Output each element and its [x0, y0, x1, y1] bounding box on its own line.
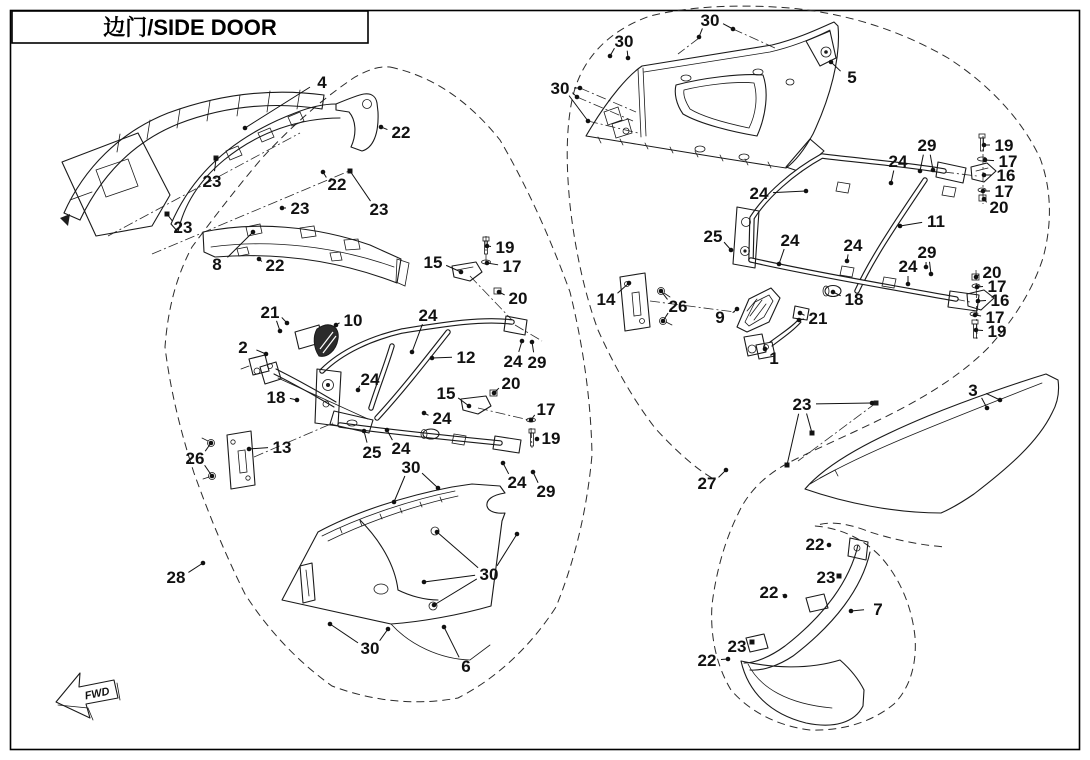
leader-line [422, 473, 438, 488]
fastener-dot [798, 311, 803, 316]
callout-18: 18 [266, 388, 286, 407]
callout-30: 30 [479, 565, 499, 584]
fastener-dot [578, 86, 583, 91]
callout-22: 22 [759, 583, 779, 602]
callout-leaders [165, 11, 1018, 676]
fastener-dot [750, 640, 755, 645]
fastener-dot [575, 95, 580, 100]
fastener-dot [697, 35, 702, 40]
fastener-dot [285, 321, 290, 326]
fastener-dot [810, 431, 815, 436]
fastener-dot [827, 543, 832, 548]
fastener-dot [831, 290, 836, 295]
callout-26: 26 [185, 449, 205, 468]
callout-30: 30 [550, 79, 570, 98]
fwd-arrow [56, 673, 120, 720]
callout-2: 2 [238, 338, 248, 357]
page-title: 边门/SIDE DOOR [103, 15, 277, 40]
callout-13: 13 [272, 438, 292, 457]
fastener-dot [785, 463, 790, 468]
outer-door-skin-drawing [805, 374, 1059, 513]
fastener-dot [763, 347, 768, 352]
fastener-dot [729, 248, 734, 253]
fwd-arrow-label: FWD [83, 685, 111, 703]
leader-line [350, 171, 371, 201]
fastener-dot [586, 119, 591, 124]
fastener-dot [362, 429, 367, 434]
callout-22: 22 [327, 175, 347, 194]
callout-23: 23 [173, 218, 193, 237]
fastener-dot [982, 197, 987, 202]
callout-23: 23 [816, 568, 836, 587]
fastener-dot [379, 125, 384, 130]
fastener-dot [659, 289, 664, 294]
fastener-dot [257, 257, 262, 262]
callout-19: 19 [994, 136, 1014, 155]
leader-line [434, 579, 477, 605]
callout-16: 16 [990, 291, 1010, 310]
callout-15: 15 [423, 253, 443, 272]
fastener-dot [430, 356, 435, 361]
fastener-dot [467, 404, 472, 409]
callout-10: 10 [343, 311, 363, 330]
fastener-dot [243, 126, 248, 131]
fastener-dot [459, 270, 464, 275]
fastener-dot [627, 281, 632, 286]
callout-24: 24 [749, 184, 769, 203]
fastener-dot [264, 352, 269, 357]
leader-line [779, 249, 784, 264]
callout-25: 25 [362, 443, 382, 462]
callout-27: 27 [697, 474, 717, 493]
callout-25: 25 [703, 227, 723, 246]
fastener-dot [386, 627, 391, 632]
fastener-dot [214, 157, 219, 162]
callout-24: 24 [898, 257, 918, 276]
callout-15: 15 [436, 384, 456, 403]
callout-20: 20 [508, 289, 528, 308]
callout-16: 16 [996, 166, 1016, 185]
fastener-dot [982, 173, 987, 178]
callout-24: 24 [780, 231, 800, 250]
callout-24: 24 [391, 439, 411, 458]
callout-17: 17 [987, 277, 1007, 296]
leader-line [437, 532, 478, 568]
fastener-dot [731, 27, 736, 32]
callout-17: 17 [998, 152, 1018, 171]
callout-20: 20 [989, 198, 1009, 217]
callout-30: 30 [700, 11, 720, 30]
callout-23: 23 [369, 200, 389, 219]
callout-23: 23 [290, 199, 310, 218]
callout-23: 23 [202, 172, 222, 191]
callout-19: 19 [495, 238, 515, 257]
leader-line [816, 403, 872, 404]
callout-29: 29 [917, 243, 937, 262]
fastener-dot [898, 224, 903, 229]
fastener-dot [975, 285, 980, 290]
callout-17: 17 [994, 182, 1014, 201]
leader-line [569, 96, 588, 121]
leader-line [617, 283, 629, 293]
callout-17: 17 [536, 400, 556, 419]
callout-6: 6 [461, 657, 471, 676]
fastener-dot [515, 532, 520, 537]
fastener-dot [295, 398, 300, 403]
fastener-dot [530, 340, 535, 345]
callout-18: 18 [844, 290, 864, 309]
fastener-dot [906, 282, 911, 287]
callout-8: 8 [212, 255, 222, 274]
fastener-dot [783, 594, 788, 599]
fastener-dot [735, 307, 740, 312]
fastener-dot [981, 189, 986, 194]
fastener-dot [442, 625, 447, 630]
fastener-dot [804, 189, 809, 194]
fastener-dot [918, 169, 923, 174]
callout-3: 3 [968, 381, 978, 400]
fastener-dot [829, 60, 834, 65]
fastener-dot [973, 313, 978, 318]
fastener-dot [837, 574, 842, 579]
leader-line [330, 624, 358, 643]
fastener-dot [531, 470, 536, 475]
callout-19: 19 [987, 322, 1007, 341]
callout-24: 24 [432, 409, 452, 428]
callout-30: 30 [360, 639, 380, 658]
callout-19: 19 [541, 429, 561, 448]
fastener-dot [797, 318, 802, 323]
callout-22: 22 [805, 535, 825, 554]
callout-1: 1 [769, 349, 779, 368]
callout-4: 4 [317, 73, 327, 92]
fastener-dot [328, 622, 333, 627]
inner-door-panel-drawing [282, 484, 505, 660]
fastener-dot [251, 230, 256, 235]
fastener-dot [889, 181, 894, 186]
fastener-dot [385, 428, 390, 433]
leader-line [446, 265, 461, 272]
fastener-dot [210, 474, 215, 479]
fastener-dot [998, 398, 1003, 403]
page-border [11, 11, 1080, 750]
leader-line [444, 627, 459, 657]
callout-23: 23 [792, 395, 812, 414]
callout-24: 24 [503, 352, 523, 371]
fastener-dot [321, 170, 326, 175]
fastener-dot [165, 212, 170, 217]
callout-24: 24 [507, 473, 527, 492]
callout-11: 11 [927, 212, 945, 231]
callout-21: 21 [808, 309, 828, 328]
fastener-dot [982, 143, 987, 148]
leader-line [787, 414, 799, 465]
fastener-dot [334, 323, 339, 328]
callout-5: 5 [847, 68, 857, 87]
callout-17: 17 [502, 257, 522, 276]
fastener-dot [845, 259, 850, 264]
group-outlines [165, 6, 1049, 730]
fastener-dot [849, 609, 854, 614]
fastener-dot [974, 275, 979, 280]
callout-24: 24 [418, 306, 438, 325]
callout-12: 12 [456, 348, 476, 367]
trim-strip-drawing [741, 538, 870, 725]
door-trim-panels-drawing [60, 90, 409, 286]
callout-20: 20 [982, 263, 1002, 282]
fastener-dot [529, 418, 534, 423]
callout-24: 24 [843, 236, 863, 255]
callout-7: 7 [873, 600, 883, 619]
fastener-dot [976, 299, 981, 304]
fastener-dot [485, 261, 490, 266]
fastener-dot [432, 603, 437, 608]
fastener-dot [535, 437, 540, 442]
fastener-dot [608, 54, 613, 59]
fastener-dot [724, 468, 729, 473]
fastener-dot [501, 461, 506, 466]
callout-29: 29 [536, 482, 556, 501]
callout-21: 21 [260, 303, 280, 322]
door-frame-left-drawing [202, 316, 527, 489]
callout-17: 17 [985, 308, 1005, 327]
fastener-dot [278, 329, 283, 334]
fastener-dot [974, 328, 979, 333]
fastener-dot [492, 391, 497, 396]
title-block [12, 11, 368, 43]
callout-23: 23 [727, 637, 747, 656]
fastener-dot [626, 56, 631, 61]
callout-22: 22 [265, 256, 285, 275]
callout-29: 29 [527, 353, 547, 372]
callout-14: 14 [596, 290, 616, 309]
fastener-dot [485, 244, 490, 249]
fastener-dot [870, 401, 875, 406]
fastener-dot [929, 272, 934, 277]
fastener-dot [422, 580, 427, 585]
fastener-dot [520, 339, 525, 344]
fastener-dot [726, 657, 731, 662]
fastener-dot [201, 561, 206, 566]
callout-26: 26 [668, 297, 688, 316]
fastener-dot [435, 530, 440, 535]
leader-line [424, 575, 475, 582]
leader-line [900, 222, 922, 226]
callout-29: 29 [917, 136, 937, 155]
callout-30: 30 [401, 458, 421, 477]
fastener-dot [931, 168, 936, 173]
fastener-dot [777, 262, 782, 267]
fastener-dot [410, 350, 415, 355]
callout-24: 24 [888, 152, 908, 171]
callout-24: 24 [360, 370, 380, 389]
fastener-dot [436, 486, 441, 491]
fastener-dot [985, 406, 990, 411]
fastener-dot [924, 265, 929, 270]
fastener-dot [392, 500, 397, 505]
fastener-dot [422, 411, 427, 416]
fastener-dot [247, 447, 252, 452]
callout-9: 9 [715, 308, 725, 327]
callout-22: 22 [391, 123, 411, 142]
fastener-dot [209, 441, 214, 446]
callout-30: 30 [614, 32, 634, 51]
callout-20: 20 [501, 374, 521, 393]
leader-line [188, 563, 203, 572]
fastener-dot [661, 319, 666, 324]
leader-line [807, 413, 812, 433]
right-group-outline [567, 6, 1049, 730]
callout-28: 28 [166, 568, 186, 587]
callout-22: 22 [697, 651, 717, 670]
fastener-dot [497, 290, 502, 295]
fastener-dot [348, 169, 353, 174]
fastener-dot [983, 158, 988, 163]
leader-line [432, 357, 452, 358]
fastener-dot [280, 206, 285, 211]
